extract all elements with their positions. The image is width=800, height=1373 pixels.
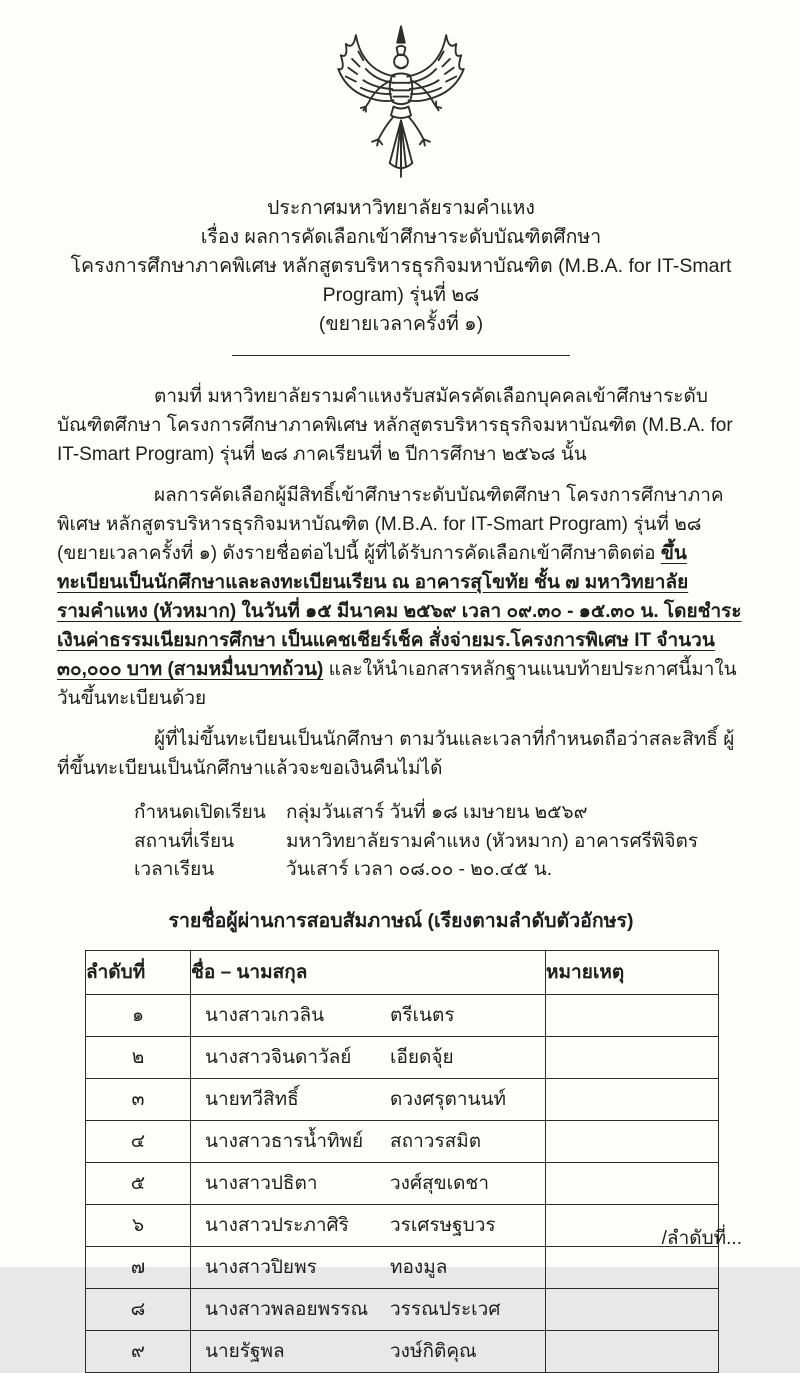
schedule-value: กลุ่มวันเสาร์ วันที่ ๑๘ เมษายน ๒๕๖๙ [286, 802, 588, 823]
table-row [86, 1078, 719, 1120]
row-number: ๘ [86, 1288, 191, 1330]
table-row [86, 1162, 719, 1204]
row-note [546, 1162, 719, 1204]
first-name: นางสาวปธิตา [205, 1172, 318, 1194]
extension-line: (ขยายเวลาครั้งที่ ๑) [318, 313, 484, 335]
table-row [86, 1120, 719, 1162]
first-name: นายทวีสิทธิ์ [205, 1088, 299, 1110]
table-row [86, 1288, 719, 1330]
registration-instruction-underlined: ขึ้นทะเบียนเป็นนักศึกษาและลงทะเบียนเรียน ณ อาคารสุโขทัย ชั้น ๗ มหาวิทยาลัยรามคำแหง (หัวหมาก) ในวันที่ ๑๕ มีนาคม ๒๕๖๙ เวลา ๐๙.๓๐ - ๑๕.๓๐ น. โดยชำระเงินค่าธรรมเนียมการศึกษา เป็นแคชเชียร์เช็ค สั่งจ่ายมร.โครงการพิเศษ IT จำนวน ๓๐,๐๐๐ บาท (สามหมื่นบาทถ้วน) [57, 543, 742, 680]
emblem-container [57, 22, 745, 190]
row-name [191, 994, 546, 1036]
row-number: ๔ [86, 1120, 191, 1162]
last-name: วงศ์สุขเดชา [390, 1172, 489, 1194]
row-note [546, 1120, 719, 1162]
last-name: วรรณประเวศ [390, 1298, 501, 1320]
header-order-number: ลำดับที่ [86, 950, 191, 994]
last-name: วรเศรษฐบวร [390, 1214, 496, 1236]
first-name: นายรัฐพล [205, 1340, 285, 1362]
page-continuation-note: /ลำดับที่... [661, 1228, 742, 1249]
garuda-emblem-icon [332, 22, 470, 180]
row-note [546, 1036, 719, 1078]
row-note [546, 1288, 719, 1330]
last-name: ทองมูล [390, 1256, 448, 1278]
first-name: นางสาวเกวลิน [205, 1004, 325, 1026]
last-name: สถาวรสมิต [390, 1130, 482, 1152]
row-number: ๕ [86, 1162, 191, 1204]
schedule-label: สถานที่เรียน [134, 830, 235, 852]
program-line: โครงการศึกษาภาคพิเศษ หลักสูตรบริหารธุรกิจมหาบัณฑิต (M.B.A. for IT-Smart Program) รุ่นที่ ๒๘ [70, 255, 732, 306]
schedule-value: มหาวิทยาลัยรามคำแหง (หัวหมาก) อาคารศรีพิจิตร [286, 830, 699, 852]
first-name: นางสาวประภาศิริ [205, 1214, 349, 1236]
first-name: นางสาวธารน้ำทิพย์ [205, 1130, 364, 1152]
row-name [191, 1204, 546, 1246]
interviewees-table [85, 950, 719, 1373]
row-note [546, 1078, 719, 1120]
row-name [191, 1162, 546, 1204]
paragraph-forfeit: ผู้ที่ไม่ขึ้นทะเบียนเป็นนักศึกษา ตามวันและเวลาที่กำหนดถือว่าสละสิทธิ์ ผู้ที่ขึ้นทะเบียนเป็นนักศึกษาแล้วจะขอเงินคืนไม่ได้ [57, 729, 735, 779]
row-name [191, 1120, 546, 1162]
last-name: ดวงศรุตานนท์ [390, 1088, 507, 1110]
row-number: ๙ [86, 1330, 191, 1372]
row-number: ๒ [86, 1036, 191, 1078]
last-name: วงษ์กิติคุณ [390, 1340, 477, 1362]
row-number: ๖ [86, 1204, 191, 1246]
schedule-value: วันเสาร์ เวลา ๐๘.๐๐ - ๒๐.๔๕ น. [286, 859, 552, 880]
table-row [86, 994, 719, 1036]
row-name [191, 1078, 546, 1120]
paragraph-intro: ตามที่ มหาวิทยาลัยรามคำแหงรับสมัครคัดเลือกบุคคลเข้าศึกษาระดับบัณฑิตศึกษา โครงการศึกษาภาคพิเศษ หลักสูตรบริหารธุรกิจมหาบัณฑิต (M.B.A. for IT-Smart Program) รุ่นที่ ๒๘ ภาคเรียนที่ ๒ ปีการศึกษา ๒๕๖๘ นั้น [57, 386, 733, 465]
schedule-row-open-date [134, 799, 745, 828]
row-number: ๑ [86, 994, 191, 1036]
results-tail-text: และให้นำเอกสารหลักฐานแนบท้ายประกาศนี้มาในวันขึ้นทะเบียนด้วย [57, 659, 737, 709]
row-name [191, 1036, 546, 1078]
announcement-subject: เรื่อง ผลการคัดเลือกเข้าศึกษาระดับบัณฑิตศึกษา [200, 226, 602, 248]
schedule-block [134, 799, 745, 885]
row-note [546, 994, 719, 1036]
row-number: ๗ [86, 1246, 191, 1288]
first-name: นางสาวพลอยพรรณ [205, 1298, 369, 1320]
last-name: ตรีเนตร [390, 1004, 455, 1026]
row-name [191, 1246, 546, 1288]
table-row [86, 1330, 719, 1372]
schedule-label: เวลาเรียน [134, 859, 215, 880]
row-name [191, 1288, 546, 1330]
schedule-row-location [134, 828, 745, 857]
table-row [86, 1036, 719, 1078]
table-row [86, 1246, 719, 1288]
table-row [86, 1204, 719, 1246]
first-name: นางสาวปิยพร [205, 1256, 317, 1278]
first-name: นางสาวจินดาวัลย์ [205, 1046, 352, 1068]
header-full-name: ชื่อ – นามสกุล [191, 950, 546, 994]
title-block [57, 194, 745, 339]
table-title: รายชื่อผู้ผ่านการสอบสัมภาษณ์ (เรียงตามลำดับตัวอักษร) [168, 909, 634, 932]
title-divider [232, 355, 570, 356]
paragraph-results [57, 481, 745, 713]
header-remarks: หมายเหตุ [546, 950, 719, 994]
row-name [191, 1330, 546, 1372]
table-header-row [86, 950, 719, 994]
last-name: เอียดจุ้ย [390, 1046, 454, 1068]
row-number: ๓ [86, 1078, 191, 1120]
schedule-label: กำหนดเปิดเรียน [134, 802, 266, 823]
document-body [57, 382, 745, 1373]
results-text: ผลการคัดเลือกผู้มีสิทธิ์เข้าศึกษาระดับบัณฑิตศึกษา โครงการศึกษาภาคพิเศษ หลักสูตรบริหารธุรกิจมหาบัณฑิต (M.B.A. for IT-Smart Program) รุ่นที่ ๒๘ (ขยายเวลาครั้งที่ ๑) ดังรายชื่อต่อไปนี้ ผู้ที่ได้รับการคัดเลือกเข้าศึกษาติดต่อ [57, 485, 724, 564]
schedule-row-time [134, 856, 745, 885]
announcement-title: ประกาศมหาวิทยาลัยรามคำแหง [267, 197, 535, 219]
row-note [546, 1330, 719, 1372]
